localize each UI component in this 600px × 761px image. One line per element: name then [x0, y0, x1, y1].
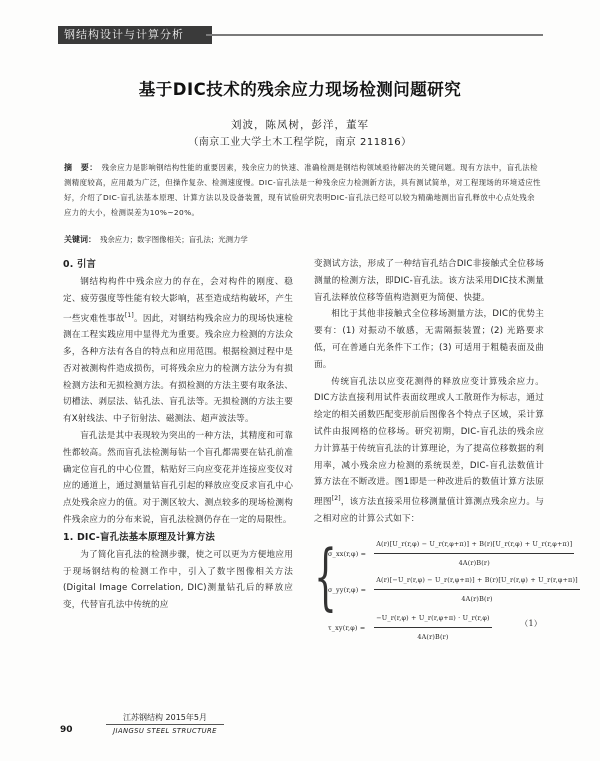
equation-block — [314, 532, 578, 652]
citation-ref: [1] — [124, 311, 134, 319]
abstract-label: 摘 要： — [64, 163, 98, 172]
abstract — [64, 160, 542, 220]
equation-row — [328, 610, 492, 647]
section-banner — [58, 26, 212, 44]
right-column — [314, 256, 578, 652]
equation-lhs: σ_xx(r,φ) = — [328, 549, 367, 558]
article-authors: 刘波，陈凤树，彭洋，董军 — [231, 119, 369, 131]
paragraph-text: ，该方法直接采用位移测量值计算测点残余应力。与之相对应的计算公式如下： — [314, 497, 544, 524]
paragraph — [63, 274, 293, 428]
paragraph — [314, 374, 544, 528]
paragraph: 变测试方法，形成了一种结盲孔结合DIC非接触式全位移场测量的检测方法，即DIC-盲孔法。该方法采用DIC技术测量盲孔法释放位移等值构造测更为简便、快捷。 — [314, 259, 544, 303]
page-number: 90 — [60, 725, 73, 735]
paragraph-text: 。因此，对钢结构残余应力的现场快速检测在工程实践应用中显得尤为重要。残余应力检测的方法众多，各种方法有各自的特点和应用范围。根据检测过程中是否对被测构件造成损伤，可将残余应力的检测方法分为有损检测方法和无损检测方法。有损检测的方法主要有取条法、切槽法、剥层法、钻孔法、盲孔法等。无损检测的方法主要有X射线法、中子衍射法、磁测法、超声波法等。 — [63, 313, 293, 425]
paragraph: 为了简化盲孔法的检测步骤，使之可以更为方便地应用于现场钢结构的检测工作中，引入了数字图像相关方法(Digital Image Correlation, DIC)测量钻孔后的释放应变，代替盲孔法中传统的应 — [63, 549, 293, 611]
article-title: 基于DIC技术的残余应力现场检测问题研究 — [138, 80, 462, 99]
equation-lhs: σ_yy(r,φ) = — [328, 585, 367, 594]
keywords-label: 关键词： — [64, 235, 96, 244]
equation-row — [328, 572, 580, 609]
paragraph-text: 传统盲孔法以应变花测得的释放应变计算残余应力。DIC方法直接利用试件表面纹理或人工散斑作为标志，通过绘定的相关函数匹配变形前后图像各个特点子区域，采计算试件由报网格的位移场。研究初期，DIC-盲孔法的残余应力计算基于传统盲孔法的计算理论，为了提高位移数据的利用率，减小残余应力检测的系统误差，DIC-盲孔法数值计算方法在不断改进。图1即是一种改进后的数值计算方法原理图 — [314, 376, 544, 508]
paragraph: 盲孔法是其中表现较为突出的一种方法，其精度和可靠性都较高。然而盲孔法检测每钻一个盲孔都需要在钻孔前准确定位盲孔的中心位置，粘贴好三向应变花并连接应变仪对应的通道上，通过测量钻盲孔引起的释放应变反求盲孔中心点处残余应力的值。对于测区较大、测点较多的现场检测构件残余应力的分布来说，盲孔法检测仍存在一定的局限性。 — [63, 431, 293, 526]
keywords — [64, 232, 542, 247]
equation-brace: { — [314, 533, 338, 618]
equation-fraction — [374, 610, 491, 647]
equation-denominator: 4A(r)B(r) — [461, 595, 493, 604]
footer-rule — [106, 724, 224, 725]
equation-numerator: A(r)[U_r(r,φ) − U_r(r,φ+π)] + B(r)[U_r(r,φ) + U_r(r,φ+π)] — [374, 536, 574, 555]
left-column — [63, 256, 293, 614]
equation-numerator: A(r)[−U_r(r,φ) − U_r(r,φ+π)] + B(r)[U_r(r,φ) + U_r(r,φ+π)] — [374, 572, 580, 591]
article-affiliation: （南京工业大学土木工程学院，南京 211816） — [188, 137, 412, 148]
equation-fraction — [374, 572, 580, 609]
citation-ref: [2] — [331, 495, 341, 503]
equation-numerator: −U_r(r,φ) + U_r(r,φ+π) · U_r(r,φ) — [374, 610, 491, 629]
keywords-text: 残余应力；数字图像相关；盲孔法；光测力学 — [100, 235, 248, 244]
equation-denominator: 4A(r)B(r) — [458, 559, 490, 568]
journal-name-en: JIANGSU STEEL STRUCTURE — [113, 727, 217, 735]
paragraph-text: 钢结构构件中残余应力的存在，会对构件的刚度、稳定、疲劳强度等性能有较大影响，甚至造成结构破坏，产生一些灾难性事故 — [63, 277, 293, 324]
equation-denominator: 4A(r)B(r) — [417, 633, 449, 642]
equation-number: （1） — [520, 618, 542, 628]
journal-name-cn: 江苏钢结构 2015年5月 — [123, 713, 207, 722]
intro-heading: 0. 引言 — [63, 259, 97, 270]
section-label: 钢结构设计与计算分析 — [64, 28, 184, 41]
footer-journal — [100, 712, 230, 737]
equation-row — [328, 536, 574, 573]
equation-fraction — [374, 536, 574, 573]
section1-heading: 1. DIC-盲孔法基本原理及计算方法 — [63, 531, 215, 543]
abstract-text: 残余应力是影响钢结构性能的重要因素，残余应力的快速、准确检测是钢结构领域亟待解决的关键问题。现有方法中，盲孔法检测精度较高，应用最为广泛，但操作复杂、检测速度慢。DIC-盲孔法是一种残余应力检测新方法，具有测试简单，对工程现场的环境适应性好，介绍了DIC-盲孔法基本原理、计算方法以及设备装置，现有试验研究表明DIC-盲孔法已经可以较为精确地测出盲孔释放中心点处残余应力的大小，检测误差为10%~20%。 — [64, 163, 541, 217]
paragraph: 相比于其他非接触式全位移场测量方法，DIC的优势主要有：(1) 对振动不敏感，无需隔振装置；(2) 光路要求低，可在普通白光条件下工作；(3) 可适用于粗糙表面及曲面。 — [314, 309, 544, 370]
header-rule — [206, 34, 543, 36]
equation-lhs: τ_xy(r,φ) = — [328, 623, 366, 632]
